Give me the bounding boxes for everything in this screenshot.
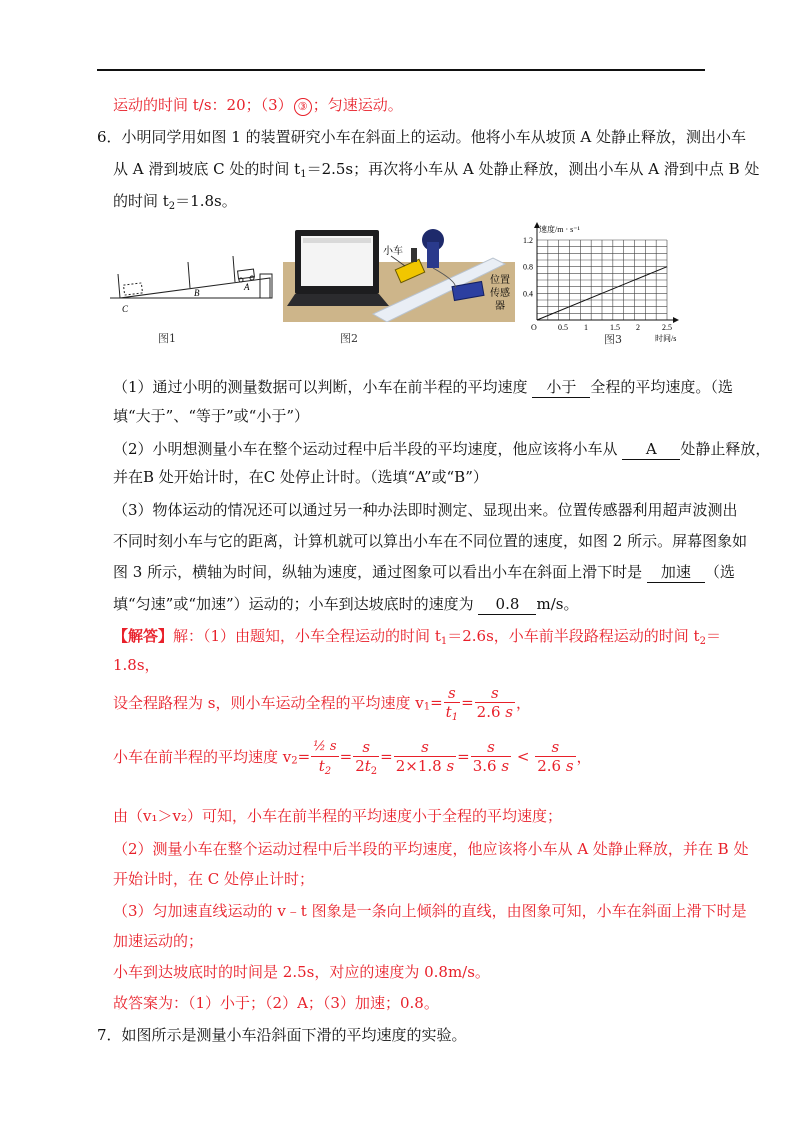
circled-number: ③ xyxy=(294,98,312,116)
formula-v1-text: 设全程路程为 s，则小车运动全程的平均速度 v xyxy=(113,694,424,712)
q6-p3-e: 填“匀速”或“加速”）运动的；小车到达坡底时的速度为 xyxy=(113,595,474,613)
answer-tag: 【解答】 xyxy=(113,627,174,645)
fraction: $\frac{\text{½ s}}{t_2}$ xyxy=(313,739,337,777)
answer-line-1 xyxy=(113,626,721,646)
q6-part1-line-1 xyxy=(113,377,733,398)
y-axis-label: 速度/m · s⁻¹ xyxy=(539,225,580,234)
y-tick-label: 0.8 xyxy=(523,262,533,272)
answer-line-4 xyxy=(113,839,748,859)
answer-a6: （3）匀加速直线运动的 v﹣t 图象是一条向上倾斜的直线，由图象可知，小车在斜面上滑下时是 xyxy=(113,902,747,920)
q6-stem-line-1 xyxy=(97,127,746,147)
q6-stem-3: 的时间 t xyxy=(113,192,169,210)
q6-part3-line-4 xyxy=(113,594,578,615)
figure-1-incline xyxy=(110,240,285,320)
figure-2-photo xyxy=(283,222,515,322)
answer-line-8 xyxy=(113,962,490,982)
answer-blank-1: 小于 xyxy=(532,377,590,398)
x-tick-label: O xyxy=(531,323,537,332)
x-axis-label: 时间/s xyxy=(655,334,677,343)
y-tick-label: 1.2 xyxy=(523,236,533,245)
q6-p2-a: （2）小明想测量小车在整个运动过程中后半段的平均速度，他应该将小车从 xyxy=(113,440,618,458)
q6-part3-line-1 xyxy=(113,500,738,520)
formula-v2: 小车在前半程的平均速度 $v_2=$ $\frac{\text{½ s}}{t_2}$ = $\frac{s}{2t_2}$ = $\frac{s}{2\times 1.8 s}$ = $\frac{s}{3.6 s}$ < $\frac{s}{2.6 s}$ ， xyxy=(113,738,592,777)
answer-a3: 由（v₁＞v₂）可知，小车在前半程的平均速度小于全程的平均速度； xyxy=(113,807,562,825)
answer-blank-2: A xyxy=(622,439,680,460)
y-tick-label: 0.4 xyxy=(523,289,533,299)
q6-p1-b: 全程的平均速度。（选 xyxy=(590,378,733,396)
q6-stem-3-end: ＝1.8s。 xyxy=(175,192,237,210)
figure-2-caption: 图2 xyxy=(340,332,358,345)
answer-line-6 xyxy=(113,901,747,921)
label-sensor-1: 位置 xyxy=(490,275,510,286)
fraction: $\frac{s}{3.6 s}$ xyxy=(472,738,510,775)
label-b: B xyxy=(194,288,200,298)
header-rule xyxy=(97,69,705,71)
figure-3-vt-chart xyxy=(515,222,690,344)
answer-a7: 加速运动的； xyxy=(113,932,204,950)
formula-v1: 设全程路程为 s，则小车运动全程的平均速度 $v_1=$ $\frac{s}{t_1}$ = $\frac{s}{2.6 s}$ ， xyxy=(113,684,531,723)
x-tick-label: 1 xyxy=(584,323,588,332)
q6-p3-a: （3）物体运动的情况还可以通过另一种办法即时测定、显现出来。位置传感器利用超声波测出 xyxy=(113,501,738,519)
q6-part2-line-2 xyxy=(113,467,488,487)
q6-p3-d: （选 xyxy=(704,563,735,581)
q6-stem-line-3 xyxy=(113,191,237,211)
fraction: $\frac{s}{2\times 1.8 s}$ xyxy=(395,738,455,775)
answer-line-3 xyxy=(113,806,562,826)
answer-line-5 xyxy=(113,869,314,889)
answer-a5: 开始计时，在 C 处停止计时； xyxy=(113,870,315,888)
answer-line-9 xyxy=(113,993,439,1013)
answer-line-2 xyxy=(113,655,160,675)
q6-stem-2: 从 A 滑到坡底 C 处的时间 t xyxy=(113,160,301,178)
q6-p1-a: （1）通过小明的测量数据可以判断，小车在前半程的平均速度 xyxy=(113,378,528,396)
x-tick-label: 2.5 xyxy=(662,323,672,332)
label-car: 小车 xyxy=(383,246,403,257)
label-c: C xyxy=(122,304,129,314)
prev-answer-line xyxy=(113,95,403,116)
q6-p3-b: 不同时刻小车与它的距离，计算机就可以算出小车在不同位置的速度，如图 2 所示。屏幕图象如 xyxy=(113,532,748,550)
answer-a1: 解：（1）由题知，小车全程运动的时间 t xyxy=(173,627,441,645)
label-sensor-2: 传感 xyxy=(490,288,510,299)
subscript: 2 xyxy=(291,755,298,767)
answer-line-7 xyxy=(113,931,203,951)
q7-stem-line xyxy=(97,1025,467,1045)
q6-part2-line-1 xyxy=(113,439,770,460)
fraction: $\frac{s}{2.6 s}$ xyxy=(476,684,513,721)
answer-a1-b: ＝2.6s，小车前半段路程运动的时间 t xyxy=(447,627,700,645)
q6-p3-c: 图 3 所示，横轴为时间，纵轴为速度，通过图象可以看出小车在斜面上滑下时是 xyxy=(113,563,643,581)
q6-stem-2-end: ＝2.5s；再次将小车从 A 处静止释放，测出小车从 A 滑到中点 B 处 xyxy=(306,160,760,178)
figure-1-caption: 图1 xyxy=(158,332,176,345)
q6-part3-line-3 xyxy=(113,562,735,583)
label-a: A xyxy=(244,282,250,292)
prev-answer-end: ；匀速运动。 xyxy=(312,96,403,114)
subscript: 2 xyxy=(168,201,176,212)
answer-blank-4: 0.8 xyxy=(478,594,536,615)
fraction: $\frac{s}{2.6 s}$ xyxy=(537,738,574,775)
q6-part3-line-2 xyxy=(113,531,747,551)
q6-stem-1: 6．小明同学用如图 1 的装置研究小车在斜面上的运动。他将小车从坡顶 A 处静止释放，测出小车 xyxy=(97,128,746,146)
fraction: $\frac{s}{t_1}$ xyxy=(445,684,459,723)
answer-blank-3: 加速 xyxy=(647,562,705,583)
label-sensor-3: 器 xyxy=(495,301,505,312)
answer-a9: 故答案为：（1）小于；（2）A；（3）加速；0.8。 xyxy=(113,994,439,1012)
x-tick-label: 1.5 xyxy=(610,323,620,332)
fraction: $\frac{s}{2t_2}$ xyxy=(355,738,378,777)
x-axis-arrow xyxy=(673,317,679,323)
prev-answer-text: 运动的时间 t/s：20；（3） xyxy=(113,96,293,114)
answer-a4: （2）测量小车在整个运动过程中后半段的平均速度，他应该将小车从 A 处静止释放，并在 B 处 xyxy=(113,840,749,858)
q6-p3-f: m/s。 xyxy=(536,595,579,613)
answer-a8: 小车到达坡底时的时间是 2.5s，对应的速度为 0.8m/s。 xyxy=(113,963,490,981)
q6-stem-line-2 xyxy=(113,159,759,179)
q7-stem: 7．如图所示是测量小车沿斜面下滑的平均速度的实验。 xyxy=(97,1026,467,1044)
answer-a2: 1.8s， xyxy=(113,656,160,674)
subscript: 2 xyxy=(699,636,706,647)
q6-p2-c: 并在B 处开始计时，在C 处停止计时。（选填“A”或“B”） xyxy=(113,468,488,486)
subscript: 1 xyxy=(423,701,431,713)
subscript: 1 xyxy=(440,636,448,647)
formula-v2-text: 小车在前半程的平均速度 v xyxy=(113,748,292,766)
q6-p2-b: 处静止释放， xyxy=(680,440,771,458)
figure-3-caption: 图3 xyxy=(604,333,622,346)
q6-part1-line-2 xyxy=(113,406,309,426)
x-tick-label: 2 xyxy=(636,323,640,332)
x-tick-label: 0.5 xyxy=(558,323,568,332)
subscript: 1 xyxy=(300,169,307,180)
answer-a1-c: ＝ xyxy=(705,627,721,645)
q6-p1-c: 填“大于”、“等于”或“小于”） xyxy=(113,407,310,425)
